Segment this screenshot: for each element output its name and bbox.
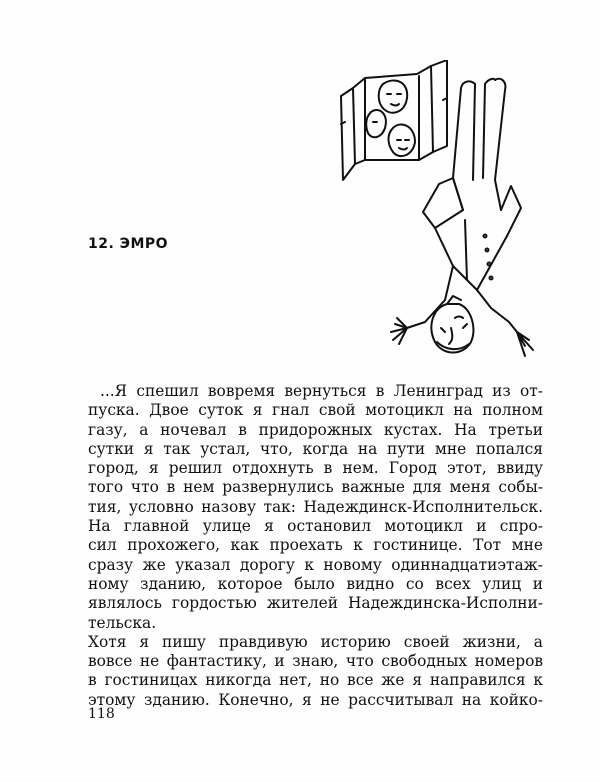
text-line: пуска. Двое суток я гнал свой мотоцикл на полном [88, 401, 543, 420]
text-line: тия, условно назову так: Надеждинск-Исполнительск. [88, 497, 543, 516]
text-line: сутки я так устал, что, когда на пути мне попался [88, 439, 543, 458]
legs-icon [453, 79, 505, 210]
text-line: того что в нем развернулись важные для меня собы- [88, 478, 543, 497]
chapter-title: 12. ЭМРО [88, 236, 169, 252]
head-icon [431, 296, 473, 353]
text-line: тельска. [88, 613, 157, 632]
paragraph-1 [88, 382, 543, 517]
torso-icon [407, 178, 521, 332]
text-line: вовсе не фантастику, и знаю, что свободных номеров [88, 652, 543, 671]
text-line: город, я решил отдохнуть в нем. Город этот, ввиду [88, 459, 543, 478]
text-line: ному зданию, которое было видно со всех улиц и [88, 574, 543, 593]
paragraph-2 [88, 517, 543, 633]
upside-down-man-with-window-faces-icon [335, 60, 545, 380]
text-line: являлось гордостью жителей Надеждинска-Исполни- [88, 594, 543, 613]
page-number: 118 [88, 706, 115, 722]
text-line: На главной улице я остановил мотоцикл и спро- [88, 517, 543, 536]
window-icon [341, 60, 447, 180]
text-line: ...Я спешил вовремя вернуться в Ленинград из от- [100, 382, 543, 400]
text-line: сразу же указал дорогу к новому одиннадцатиэтаж- [88, 555, 543, 574]
text-line: Хотя я пишу правдивую историю своей жизни, а [88, 632, 543, 651]
body-text [88, 382, 543, 710]
text-line: в гостиницах никогда нет, но все же я направился к [88, 671, 543, 690]
paragraph-3 [88, 633, 543, 710]
text-line: этому зданию. Конечно, я не рассчитывал на койко- [88, 690, 543, 709]
faces-in-window-icon [366, 80, 415, 156]
text-line: сил прохожего, как проехать к гостинице. Тот мне [88, 536, 543, 555]
text-line: газу, а ночевал в придорожных кустах. На третьи [88, 420, 543, 439]
